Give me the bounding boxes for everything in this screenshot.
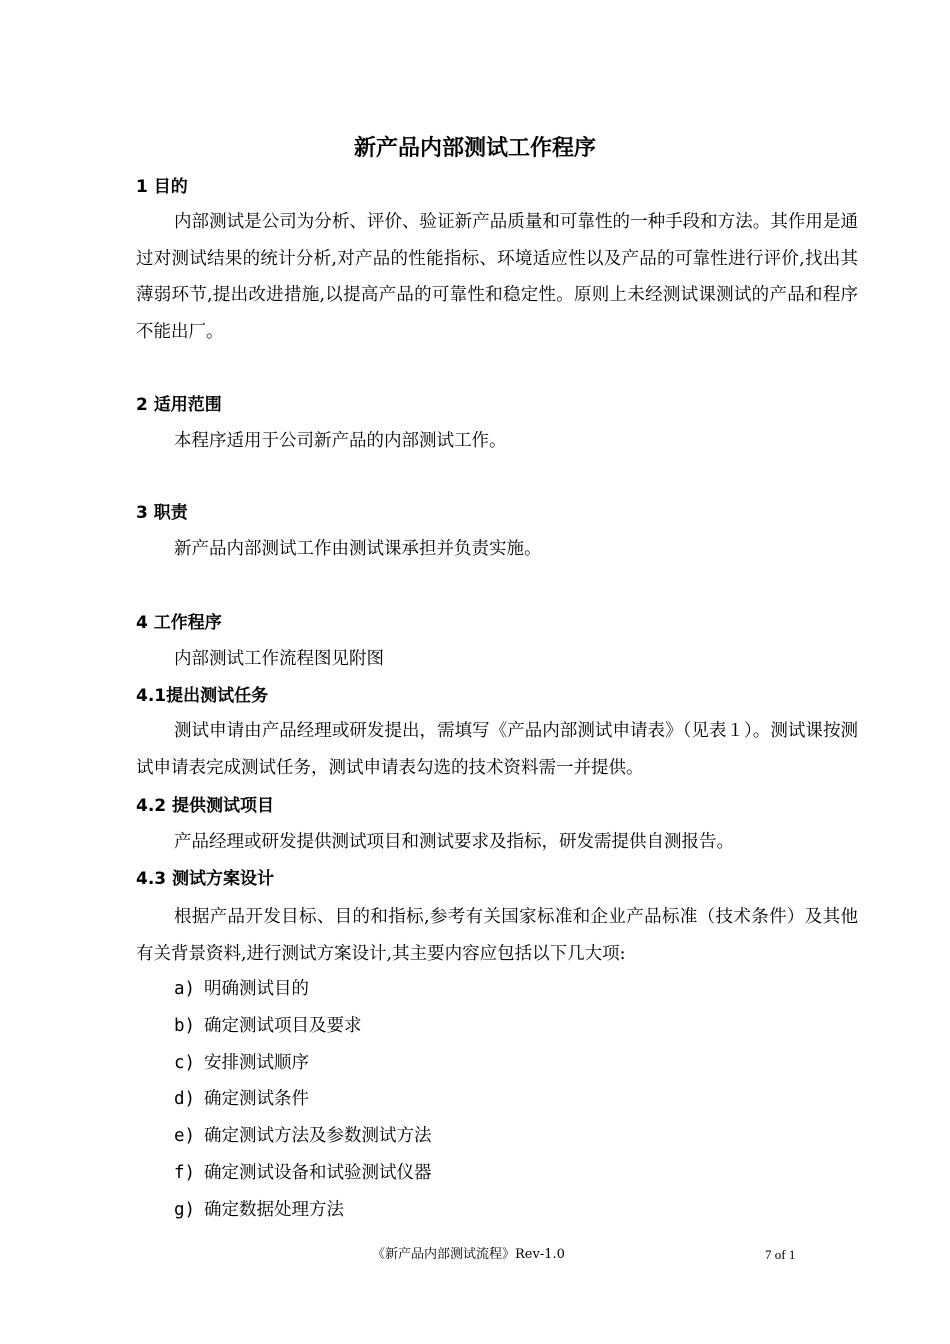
- footer-page-number: 7 of 1: [765, 1247, 796, 1262]
- list-item-marker: g): [174, 1200, 196, 1220]
- list-item-text: 确定测试方法及参数测试方法: [204, 1126, 432, 1146]
- section-heading-scope: 2 适用范围: [136, 395, 222, 415]
- section-heading-items: 4.2 提供测试项目: [136, 796, 275, 816]
- list-item-text: 确定测试条件: [204, 1089, 309, 1109]
- list-item: [174, 1013, 362, 1039]
- list-item-marker: e): [174, 1126, 196, 1146]
- list-item-marker: d): [174, 1089, 196, 1109]
- list-item-marker: a): [174, 979, 196, 999]
- section-heading-duty: 3 职责: [136, 503, 188, 523]
- list-item-marker: f): [174, 1163, 196, 1183]
- section-heading-design: 4.3 测试方案设计: [136, 869, 275, 889]
- section-text-scope: 本程序适用于公司新产品的内部测试工作。: [174, 431, 507, 451]
- section-text-design: 根据产品开发目标、目的和指标,参考有关国家标准和企业产品标准（技术条件）及其他有关背景资料,进行测试方案设计,其主要内容应包括以下几大项:: [136, 907, 858, 964]
- section-heading-task: 4.1提出测试任务: [136, 686, 269, 706]
- section-text-purpose: 内部测试是公司为分析、评价、验证新产品质量和可靠性的一种手段和方法。其作用是通过对测试结果的统计分析,对产品的性能指标、环境适应性以及产品的可靠性进行评价,找出其薄弱环节,提出改进措施,以提高产品的可靠性和稳定性。原则上未经测试课测试的产品和程序不能出厂。: [136, 212, 858, 342]
- section-text-duty: 新产品内部测试工作由测试课承担并负责实施。: [174, 539, 542, 559]
- list-item-text: 明确测试目的: [204, 979, 309, 999]
- section-text-procedure: 内部测试工作流程图见附图: [174, 649, 384, 669]
- list-item: [174, 1197, 344, 1223]
- list-item: [174, 1123, 432, 1149]
- section-text-items: 产品经理或研发提供测试项目和测试要求及指标，研发需提供自测报告。: [174, 832, 734, 852]
- list-item-text: 确定测试设备和试验测试仪器: [204, 1163, 432, 1183]
- list-item-text: 安排测试顺序: [204, 1053, 309, 1073]
- list-item-marker: c): [174, 1053, 196, 1073]
- section-heading-procedure: 4 工作程序: [136, 613, 222, 633]
- list-item: [174, 1160, 432, 1186]
- list-item: [174, 976, 309, 1002]
- section-text-task: 测试申请由产品经理或研发提出，需填写《产品内部测试申请表》（见表１）。测试课按测试申请表完成测试任务，测试申请表勾选的技术资料需一并提供。: [136, 721, 858, 778]
- list-item: [174, 1086, 309, 1112]
- document-title: 新产品内部测试工作程序: [353, 136, 596, 161]
- list-item: [174, 1050, 309, 1076]
- list-item-marker: b): [174, 1016, 196, 1036]
- list-item-text: 确定数据处理方法: [204, 1200, 344, 1220]
- list-item-text: 确定测试项目及要求: [204, 1016, 362, 1036]
- footer-document-name: 《新产品内部测试流程》Rev-1.0: [372, 1247, 565, 1262]
- section-heading-purpose: 1 目的: [136, 177, 188, 197]
